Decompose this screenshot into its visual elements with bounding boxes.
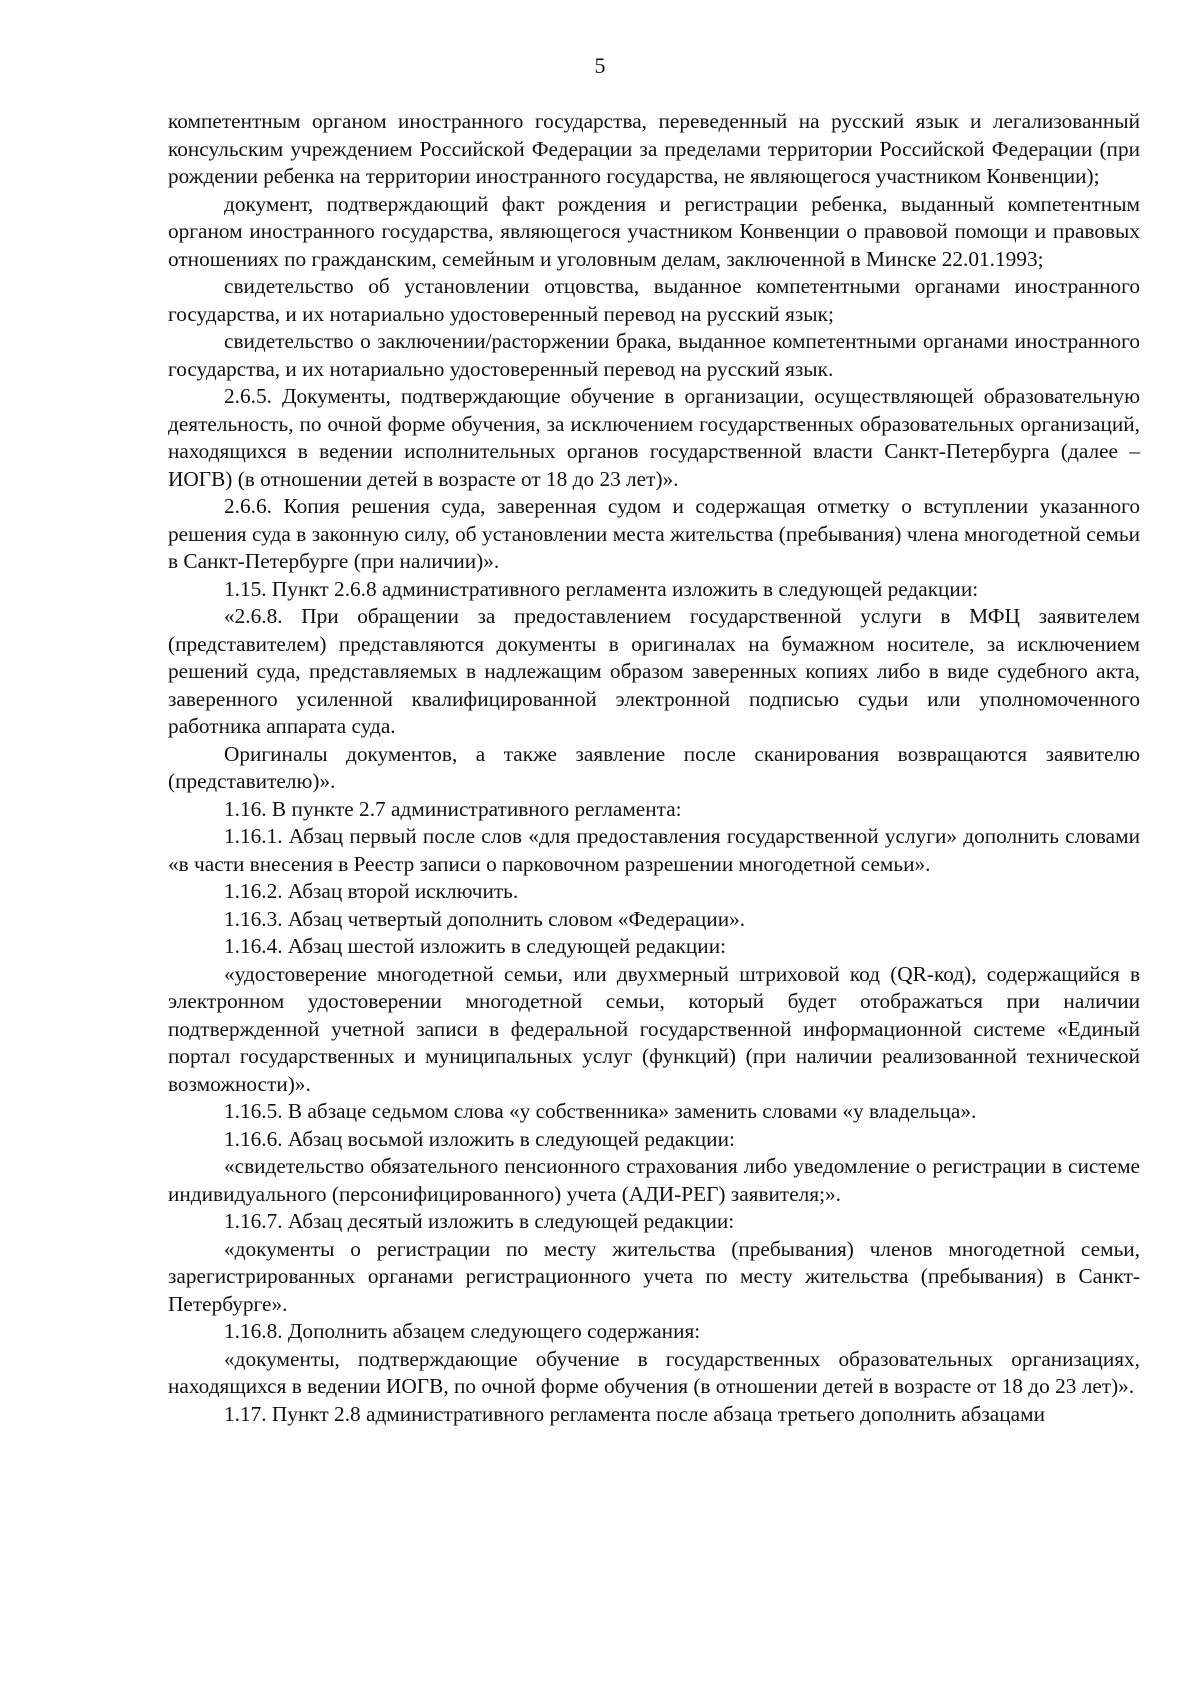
paragraph: «2.6.8. При обращении за предоставлением государственной услуги в МФЦ заявителем (представителем) представляются документы в оригиналах на бумажном носителе, за исключением решений суда, представляемых в надлежащим образом заверенных копиях либо в виде судебного акта, заверенного усиленной квалифицированной электронной подписью судьи или уполномоченного работника аппарата суда. [168,604,1140,738]
paragraph: 1.15. Пункт 2.6.8 административного регламента изложить в следующей редакции: [224,576,979,601]
paragraph: 1.16. В пункте 2.7 административного регламента: [224,796,682,821]
paragraph: 2.6.5. Документы, подтверждающие обучение в организации, осуществляющей образовательную деятельность, по очной форме обучения, за исключением государственных образовательных организаций, находящихся в ведении исполнительных органов государственной власти Санкт-Петербурга (далее – ИОГВ) (в отношении детей в возрасте от 18 до 23 лет)». [168,384,1140,491]
paragraph: «документы, подтверждающие обучение в государственных образовательных организациях, находящихся в ведении ИОГВ, по очной форме обучения (в отношении детей в возрасте от 18 до 23 лет)». [168,1346,1140,1398]
page-number: 5 [594,53,606,78]
paragraph: 1.16.6. Абзац восьмой изложить в следующей редакции: [224,1126,735,1151]
paragraph: 1.17. Пункт 2.8 административного регламента после абзаца третьего дополнить абзацами [224,1401,1045,1426]
paragraph: «свидетельство обязательного пенсионного страхования либо уведомление о регистрации в системе индивидуального (персонифицированного) учета (АДИ-РЕГ) заявителя;». [168,1154,1140,1206]
paragraph: свидетельство об установлении отцовства, выданное компетентными органами иностранного государства, и их нотариально удостоверенный перевод на русский язык; [168,274,1140,326]
paragraph: «документы о регистрации по месту жительства (пребывания) членов многодетной семьи, зарегистрированных органами регистрационного учета по месту жительства (пребывания) в Санкт-Петербурге». [168,1236,1140,1316]
paragraph: 1.16.4. Абзац шестой изложить в следующей редакции: [224,934,727,958]
paragraph: 1.16.1. Абзац первый после слов «для предоставления государственной услуги» дополнить словами «в части внесения в Реестр записи о парковочном разрешении многодетной семьи». [168,824,1140,876]
paragraph: Оригиналы документов, а также заявление после сканирования возвращаются заявителю (представителю)». [168,741,1140,793]
paragraph: документ, подтверждающий факт рождения и регистрации ребенка, выданный компетентным органом иностранного государства, являющегося участником Конвенции о правовой помощи и правовых отношениях по гражданским, семейным и уголовным делам, заключенной в Минске 22.01.1993; [168,191,1140,271]
document-body [168,108,1140,1428]
paragraph: 1.16.3. Абзац четвертый дополнить словом «Федерации». [224,906,746,931]
paragraph: свидетельство о заключении/расторжении брака, выданное компетентными органами иностранного государства, и их нотариально удостоверенный перевод на русский язык. [168,329,1140,381]
paragraph: 1.16.2. Абзац второй исключить. [224,879,519,903]
paragraph: компетентным органом иностранного государства, переведенный на русский язык и легализованный консульским учреждением Российской Федерации за пределами территории Российской Федерации (при рождении ребенка на территории иностранного государства, не являющегося участником Конвенции); [168,109,1140,188]
paragraph: «удостоверение многодетной семьи, или двухмерный штриховой код (QR-код), содержащийся в электронном удостоверении многодетной семьи, который будет отображаться при наличии подтвержденной учетной записи в федеральной государственной информационной системе «Единый портал государственных и муниципальных услуг (функций) (при наличии реализованной технической возможности)». [168,961,1140,1096]
paragraph: 1.16.5. В абзаце седьмом слова «у собственника» заменить словами «у владельца». [224,1099,977,1123]
paragraph: 1.16.8. Дополнить абзацем следующего содержания: [224,1319,701,1343]
paragraph: 1.16.7. Абзац десятый изложить в следующей редакции: [224,1209,735,1233]
paragraph: 2.6.6. Копия решения суда, заверенная судом и содержащая отметку о вступлении указанного решения суда в законную силу, об установлении места жительства (пребывания) члена многодетной семьи в Санкт-Петербурге (при наличии)». [168,494,1140,573]
